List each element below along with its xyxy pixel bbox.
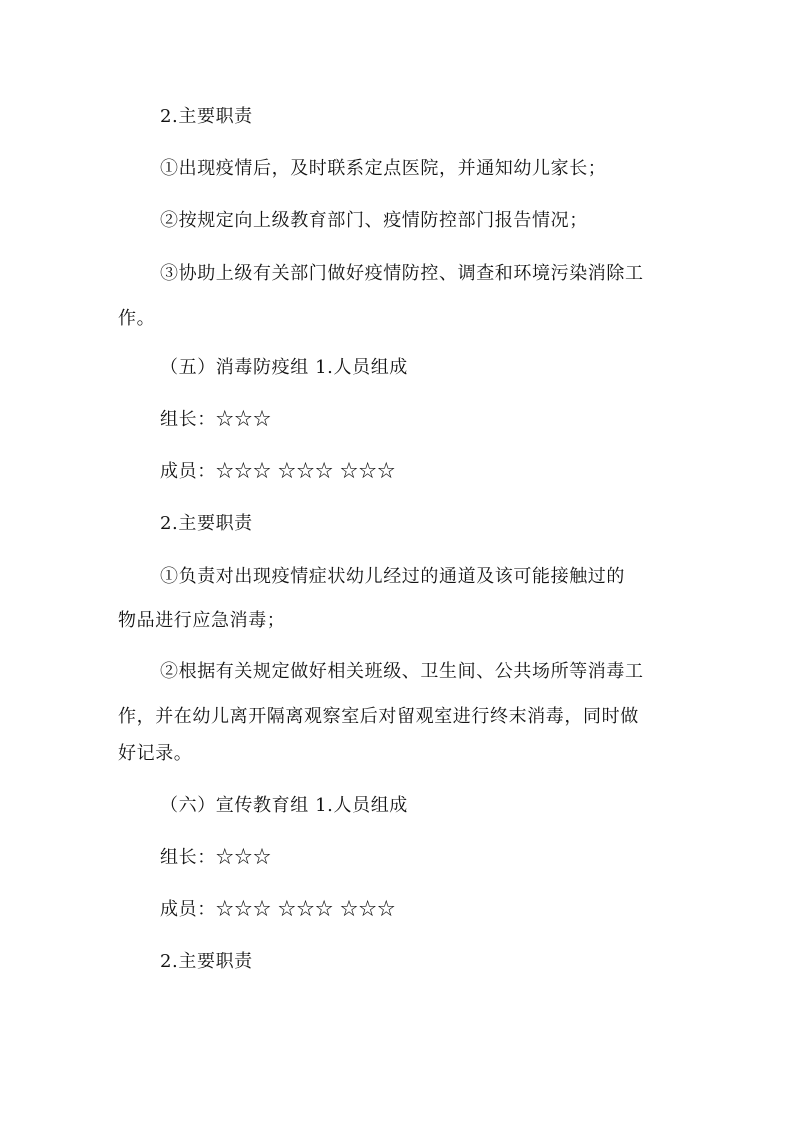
paragraph-line: ③协助上级有关部门做好疫情防控、调查和环境污染消除工 [160, 263, 644, 284]
group-title: （六）宣传教育组 1.人员组成 [160, 795, 408, 816]
section-heading: 2.主要职责 [160, 106, 253, 127]
group-leader: 组长：☆☆☆ [160, 847, 272, 868]
paragraph-line: ②根据有关规定做好相关班级、卫生间、公共场所等消毒工 [160, 661, 644, 682]
paragraph-line: 作。 [118, 308, 156, 329]
group-members: 成员：☆☆☆ ☆☆☆ ☆☆☆ [160, 461, 396, 482]
paragraph-line: 作，并在幼儿离开隔离观察室后对留观室进行终末消毒，同时做 [118, 706, 639, 727]
section-heading: 2.主要职责 [160, 513, 253, 534]
paragraph-line: ②按规定向上级教育部门、疫情防控部门报告情况； [160, 210, 588, 231]
paragraph-line: ①出现疫情后，及时联系定点医院，并通知幼儿家长； [160, 158, 607, 179]
paragraph-line: 好记录。 [118, 743, 193, 764]
section-heading: 2.主要职责 [160, 951, 253, 972]
group-leader: 组长：☆☆☆ [160, 409, 272, 430]
group-title: （五）消毒防疫组 1.人员组成 [160, 357, 408, 378]
group-members: 成员：☆☆☆ ☆☆☆ ☆☆☆ [160, 899, 396, 920]
paragraph-line: ①负责对出现疫情症状幼儿经过的通道及该可能接触过的 [160, 566, 625, 587]
paragraph-line: 物品进行应急消毒； [118, 610, 286, 631]
